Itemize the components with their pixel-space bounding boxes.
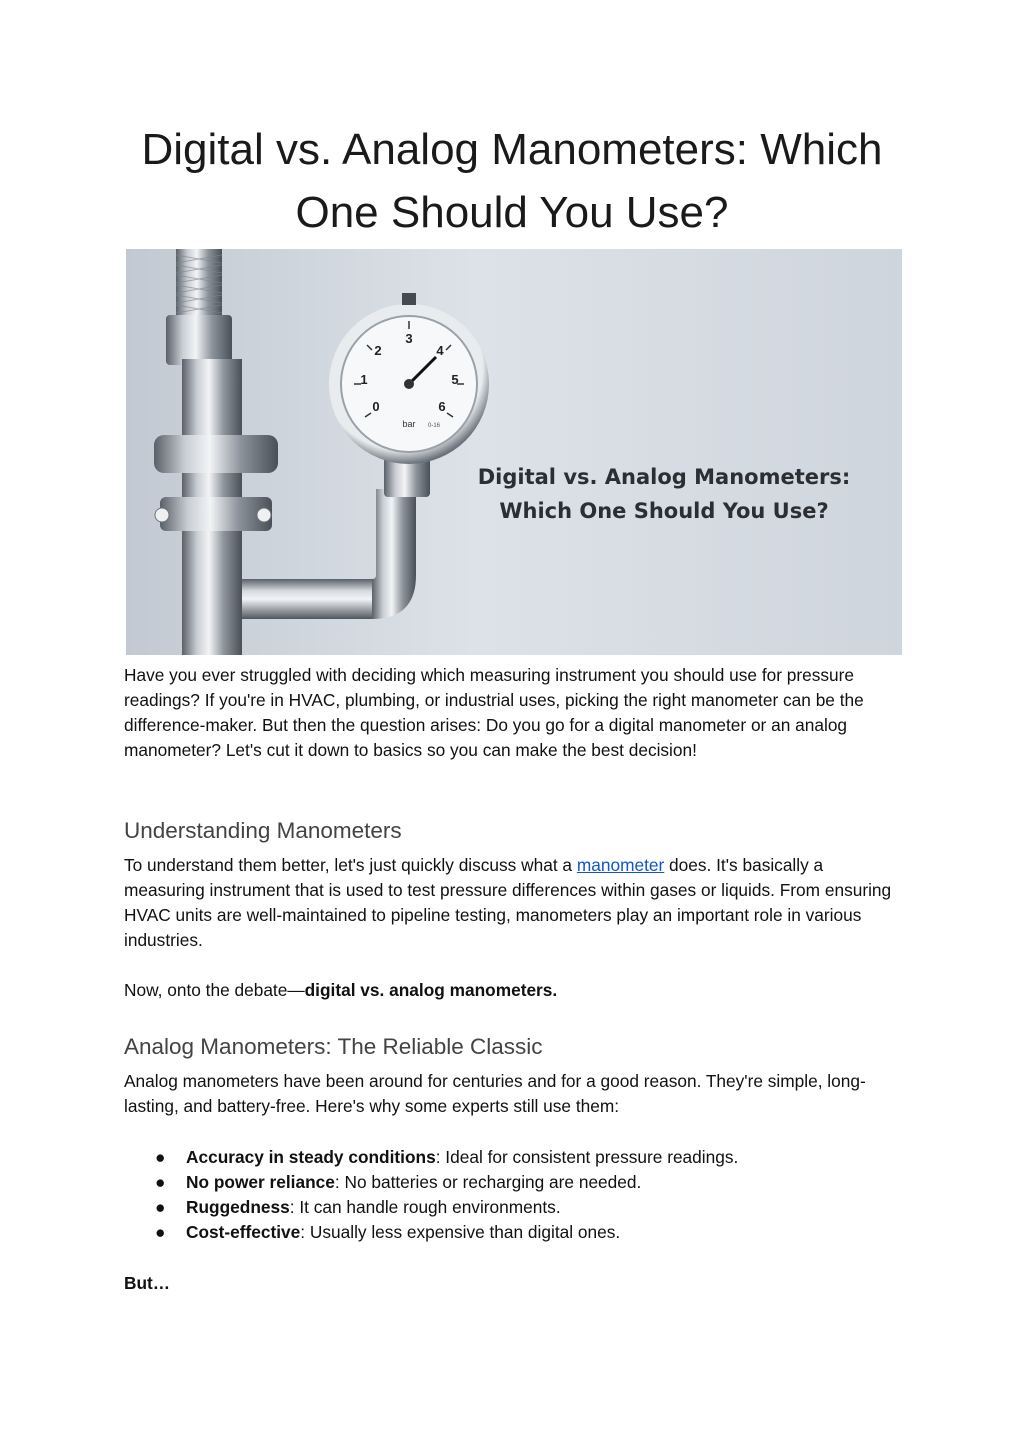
gauge-number-4: 4 [436, 343, 444, 358]
hero-image [126, 249, 902, 655]
gauge-range: 0-16 [427, 423, 441, 429]
list-item [124, 1220, 904, 1245]
bullet-icon: ● [155, 1172, 166, 1192]
list-item-text: : No batteries or recharging are needed. [334, 1172, 642, 1192]
gauge-number-5: 5 [451, 372, 459, 387]
hero-overlay-line-2: Which One Should You Use? [499, 499, 829, 523]
list-item-bold: Cost-effective [186, 1222, 301, 1242]
closing-but-text: But… [124, 1273, 171, 1293]
bullet-icon: ● [155, 1147, 166, 1167]
gauge-number-3: 3 [405, 331, 413, 346]
manometer-definition-paragraph [124, 853, 904, 953]
manometer-link[interactable]: manometer [576, 855, 665, 875]
gauge-unit: bar [402, 419, 416, 429]
intro-paragraph: Have you ever struggled with deciding which measuring instrument you should use for pressure readings? If you're in HVAC, plumbing, or industrial uses, picking the right manometer can be the difference-maker. But then the question arises: Do you go for a digital manometer or an analog manometer? Let's cut it down to basics so you can make the best decision! [124, 665, 864, 760]
debate-prefix: Now, onto the debate— [124, 980, 305, 1000]
list-item-bold: Accuracy in steady conditions [186, 1147, 436, 1167]
list-item-bold: No power reliance [186, 1172, 335, 1192]
list-item-bold: Ruggedness [186, 1197, 290, 1217]
debate-paragraph [124, 978, 904, 1003]
list-item-text: : It can handle rough environments. [289, 1197, 561, 1217]
list-item [124, 1170, 904, 1195]
list-item [124, 1145, 904, 1170]
debate-bold-text: digital vs. analog manometers. [304, 980, 558, 1000]
list-item-text: : Ideal for consistent pressure readings. [435, 1147, 739, 1167]
section-heading-understanding: Understanding Manometers [124, 818, 402, 843]
title-line-2: One Should You Use? [295, 188, 729, 237]
gauge-number-6: 6 [438, 399, 446, 414]
definition-text-before-link: To understand them better, let's just quickly discuss what a [124, 855, 577, 875]
definition-text-after-link: does. It's basically a measuring instrument that is used to test pressure differences within gases or liquids. From ensuring HVAC units are well-maintained to pipeline testing, manometers play an important role in various industries. [124, 855, 892, 950]
analog-intro-paragraph: Analog manometers have been around for centuries and for a good reason. They're simple, long-lasting, and battery-free. Here's why some experts still use them: [124, 1071, 866, 1116]
bullet-icon: ● [155, 1222, 166, 1242]
bullet-icon: ● [155, 1197, 166, 1217]
page-title [100, 118, 924, 244]
gauge-number-0: 0 [372, 399, 380, 414]
list-item-text: : Usually less expensive than digital ones. [300, 1222, 621, 1242]
title-line-1: Digital vs. Analog Manometers: Which [141, 125, 883, 174]
gauge-number-2: 2 [374, 343, 382, 358]
list-item [124, 1195, 904, 1220]
gauge-number-1: 1 [360, 372, 368, 387]
section-heading-analog: Analog Manometers: The Reliable Classic [124, 1034, 543, 1059]
hero-overlay-line-1: Digital vs. Analog Manometers: [477, 465, 851, 489]
analog-benefits-list [124, 1145, 904, 1245]
